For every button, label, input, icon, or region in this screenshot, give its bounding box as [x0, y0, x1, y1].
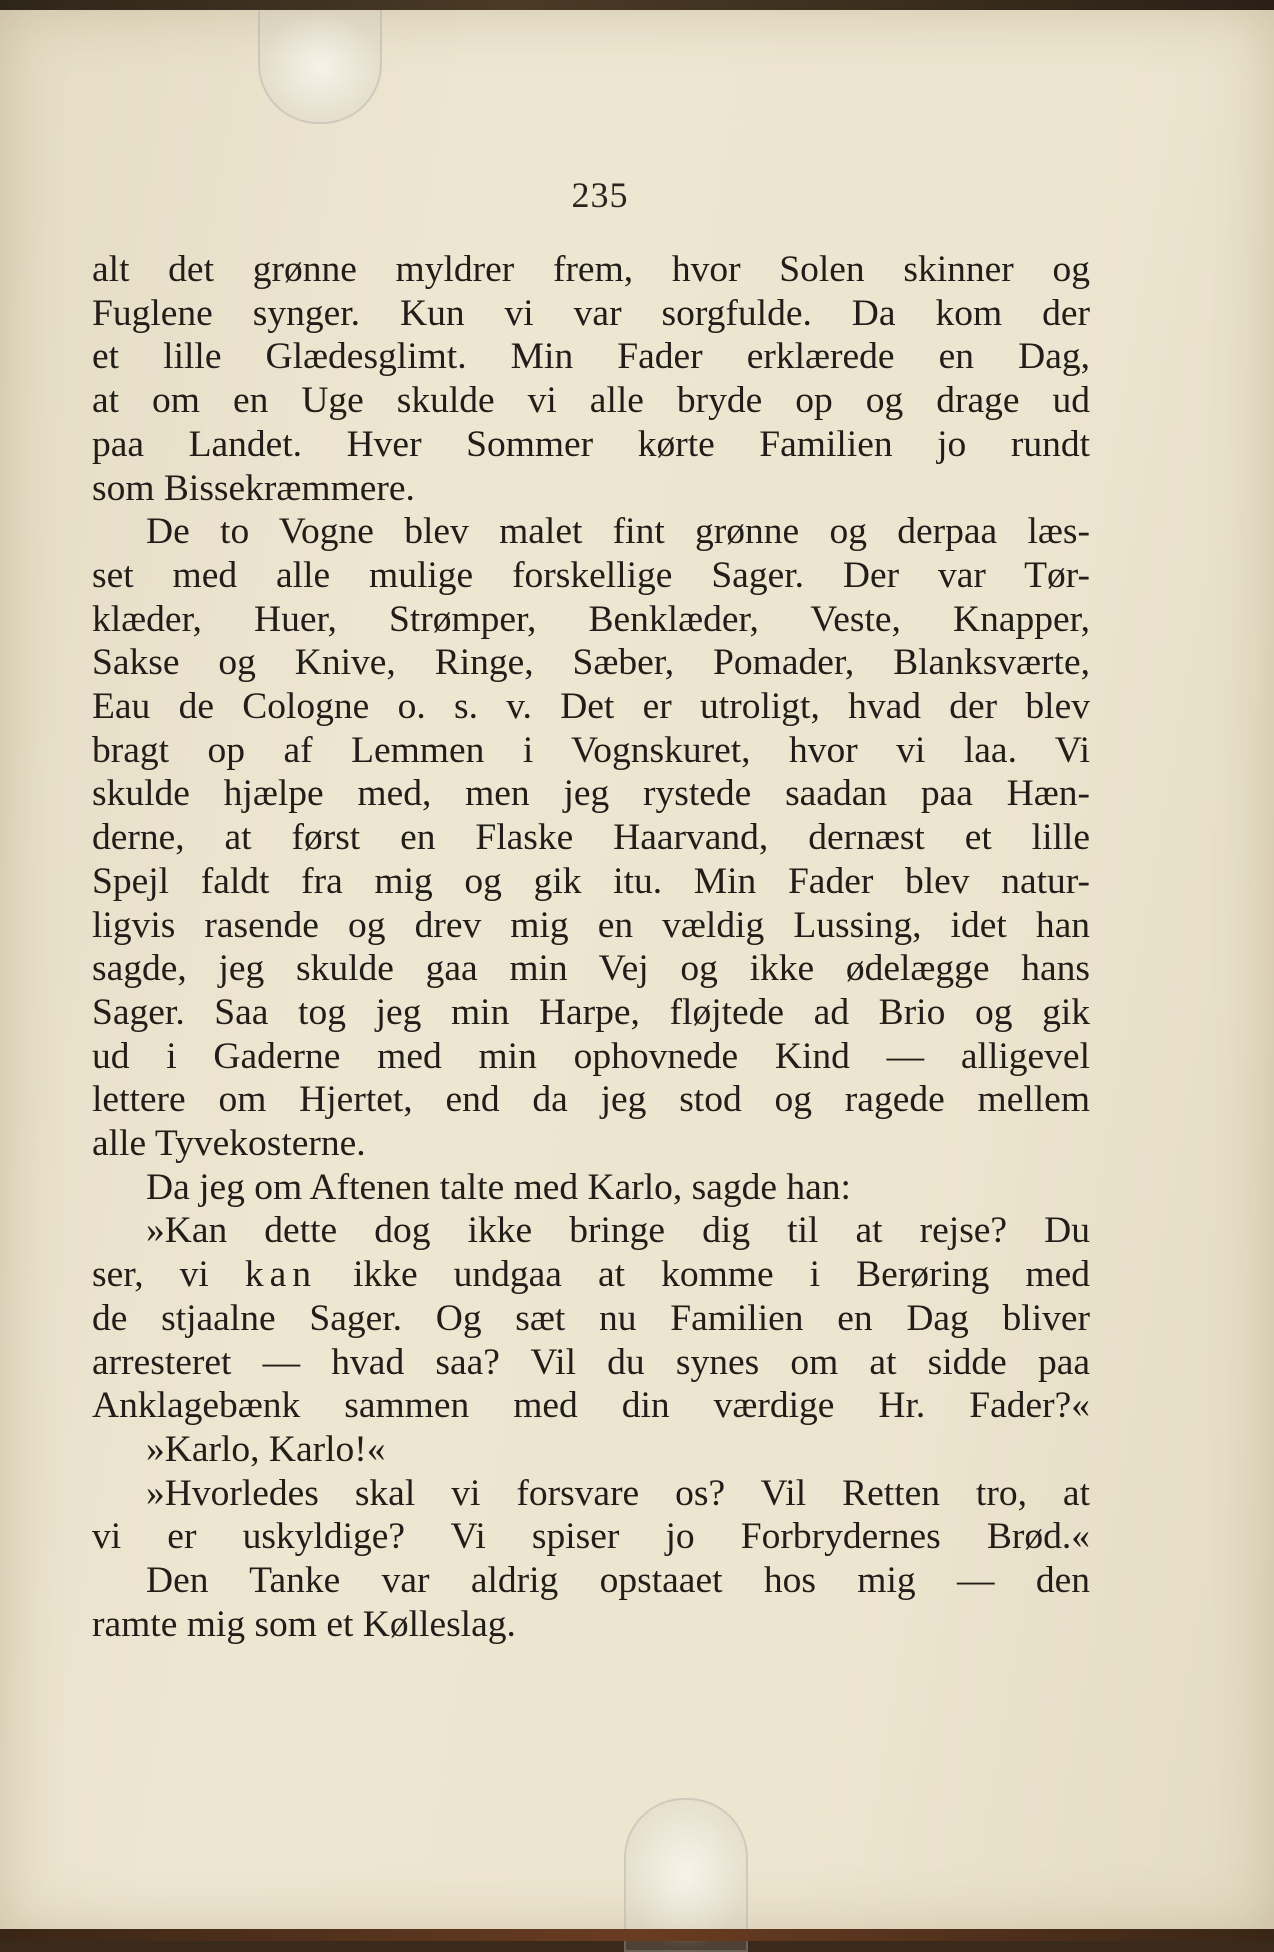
text-line: arresteret — hvad saa? Vil du synes om at sidde paa: [92, 1341, 1090, 1383]
spaced-emphasis-word: kan: [244, 1254, 318, 1296]
book-bottom-edge: [0, 1929, 1274, 1941]
text-line: klæder, Huer, Strømper, Benklæder, Veste, Knapper,: [92, 598, 1090, 640]
text-line: set med alle mulige forskellige Sager. Der var Tør-: [92, 554, 1090, 596]
text-line: ligvis rasende og drev mig en vældig Lussing, idet han: [92, 904, 1090, 946]
text-line: som Bissekræmmere.: [92, 467, 415, 509]
text-line: alt det grønne myldrer frem, hvor Solen skinner og: [92, 249, 1090, 290]
text-line: Den Tanke var aldrig opstaaet hos mig — den: [146, 1560, 1090, 1602]
text-segment: ser, vi: [92, 1254, 209, 1296]
text-line: Da jeg om Aftenen talte med Karlo, sagde han:: [146, 1166, 851, 1208]
text-line: at om en Uge skulde vi alle bryde op og drage ud: [92, 380, 1090, 422]
book-top-edge: [0, 0, 1274, 10]
text-line: et lille Glædesglimt. Min Fader erklærede en Dag,: [92, 336, 1090, 378]
text-line: Sager. Saa tog jeg min Harpe, fløjtede ad Brio og gik: [92, 991, 1090, 1033]
page-clip-top: [258, 8, 382, 124]
text-line-emphasis: [92, 1253, 1090, 1297]
text-line: derne, at først en Flaske Haarvand, dernæst et lille: [92, 817, 1090, 859]
text-line: skulde hjælpe med, men jeg rystede saadan paa Hæn-: [92, 773, 1090, 815]
text-line: »Karlo, Karlo!«: [146, 1428, 386, 1470]
text-line: ud i Gaderne med min ophovnede Kind — alligevel: [92, 1035, 1090, 1077]
page-number: 235: [571, 175, 629, 215]
text-line: »Hvorledes skal vi forsvare os? Vil Retten tro, at: [146, 1472, 1090, 1514]
text-line: Fuglene synger. Kun vi var sorgfulde. Da kom der: [92, 292, 1090, 334]
body-text: [92, 248, 1092, 1647]
text-line: Anklagebænk sammen med din værdige Hr. Fader?«: [92, 1385, 1090, 1427]
text-line: Sakse og Knive, Ringe, Sæber, Pomader, Blanksværte,: [92, 642, 1090, 684]
text-line: Eau de Cologne o. s. v. Det er utroligt, hvad der blev: [92, 686, 1090, 728]
text-line: ramte mig som et Kølleslag.: [92, 1603, 516, 1645]
text-line: lettere om Hjertet, end da jeg stod og ragede mellem: [92, 1079, 1090, 1121]
text-line: paa Landet. Hver Sommer kørte Familien jo rundt: [92, 423, 1090, 465]
book-page: [0, 8, 1274, 1933]
text-line: »Kan dette dog ikke bringe dig til at rejse? Du: [146, 1210, 1090, 1252]
text-line: de stjaalne Sager. Og sæt nu Familien en Dag bliver: [92, 1297, 1090, 1339]
text-segment: ikke undgaa at komme i Berøring med: [353, 1254, 1090, 1296]
text-line: Spejl faldt fra mig og gik itu. Min Fader blev natur-: [92, 860, 1090, 902]
text-line: vi er uskyldige? Vi spiser jo Forbrydernes Brød.«: [92, 1516, 1090, 1558]
text-line: alle Tyvekosterne.: [92, 1123, 366, 1165]
text-line: De to Vogne blev malet fint grønne og derpaa læs-: [146, 511, 1090, 553]
text-line: sagde, jeg skulde gaa min Vej og ikke ødelægge hans: [92, 948, 1090, 990]
text-line: bragt op af Lemmen i Vognskuret, hvor vi laa. Vi: [92, 729, 1090, 771]
